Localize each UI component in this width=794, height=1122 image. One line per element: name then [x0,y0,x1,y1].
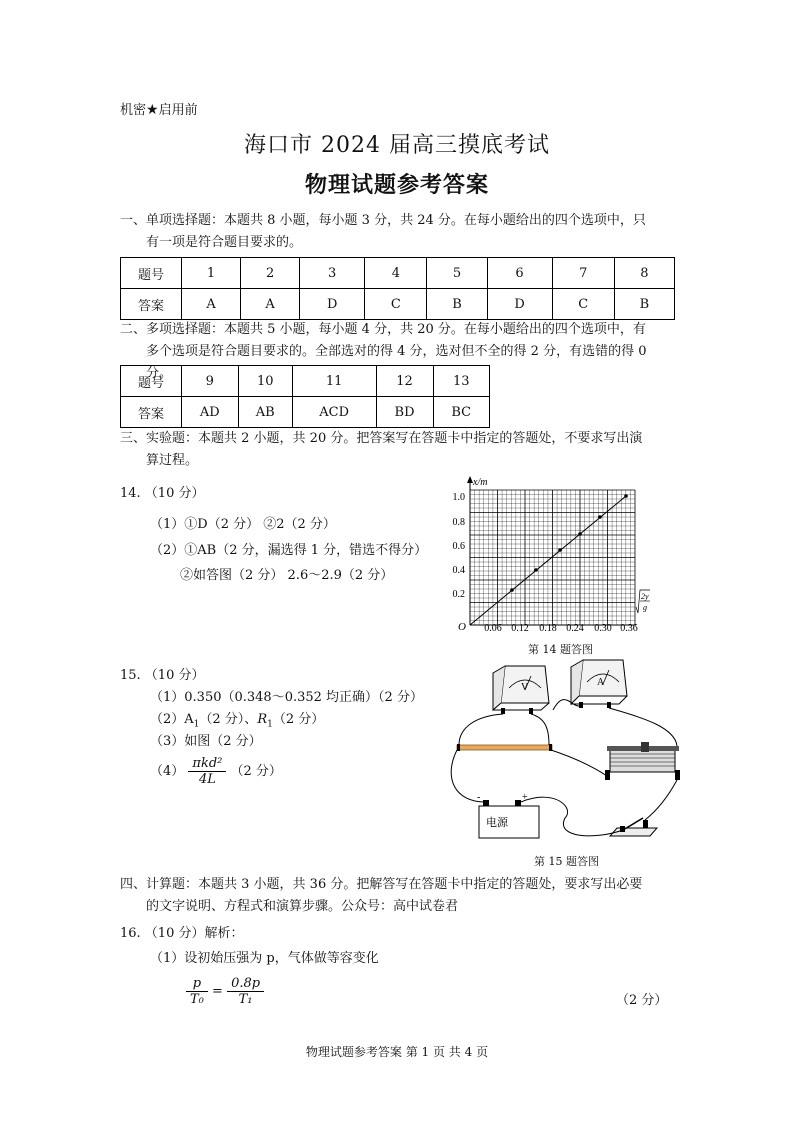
table-cell: 3 [300,258,365,289]
confidential-mark [120,99,198,118]
x-tick-label: 0.12 [511,623,529,634]
table-cell: 12 [376,366,433,397]
q15-part3: （3）如图（2 分） [150,734,262,749]
x-tick-label: 0.30 [594,623,612,634]
table-cell: BC [433,397,489,428]
q15-heading: 15. （10 分） [120,668,205,683]
q14-part2b: ②如答图（2 分） 2.6～2.9（2 分） [180,568,394,583]
q15-part4 [150,756,282,787]
table-cell: ACD [292,397,376,428]
table-cell: B [427,289,487,320]
equation-left-fraction [186,976,208,1007]
table-cell: BD [376,397,433,428]
section1-intro-line2: 有一项是符合题目要求的。 [146,235,303,250]
q15-part1: （1）0.350（0.348～0.352 均正确）（2 分） [150,690,423,705]
equation-left-numerator: p [186,976,208,992]
star-icon: ★ [146,102,159,118]
section2-intro-line1: 二、多项选择题：本题共 5 小题，每小题 4 分，共 20 分。在每小题给出的四个选项中，有 [120,322,646,337]
data-point [510,588,514,592]
q16-equation [186,976,264,1007]
equation-left-denominator: T₀ [190,992,204,1007]
q14-graph [440,470,650,650]
q14-part2: （2）①AB（2 分，漏选得 1 分，错选不得分） [150,543,428,558]
x-axis-label-top: 2y [641,592,649,601]
table-cell: 2 [241,258,300,289]
table-cell: 5 [427,258,487,289]
x-tick-label: 0.06 [484,623,502,634]
x-axis-label [636,590,650,613]
q15-part2: $(2)A_1(2$ 分）、$R_1(2$ 分） [150,712,325,730]
table-cell: 13 [433,366,489,397]
x-tick-label: 0.24 [566,623,584,634]
section4-intro-line1: 四、计算题：本题共 3 小题，共 36 分。把解答写在答题卡中指定的答题处，要求写出必要 [120,877,643,892]
resistance-wire-icon [457,745,552,750]
table-row [121,289,675,320]
table-cell: 1 [182,258,241,289]
data-point [558,548,562,552]
section2-intro-line2: 多个选项是符合题目要求的。全部选对的得 4 分，选对但不全的得 2 分，有选错的得 0 分。 [146,344,647,381]
table-header-cell: 题号 [121,258,182,289]
formula-fraction [188,756,226,787]
section3-intro [120,428,675,472]
section1-intro [120,210,675,254]
data-point [624,494,628,498]
voltmeter-label: V [521,682,529,693]
q15-circuit-diagram [445,658,685,853]
section2-answer-table [120,365,490,428]
q14-part1: （1）①D（2 分） ②2（2 分） [150,517,336,532]
data-point [534,568,538,572]
q14-heading: 14. （10 分） [120,486,205,501]
table-cell: 9 [182,366,239,397]
q15-part4-prefix: （4） [150,764,185,779]
ammeter-label: A [597,677,605,688]
table-cell: B [614,289,674,320]
before-use-text: 启用前 [158,103,198,118]
table-cell: 11 [292,366,376,397]
power-supply-label: 电源 [486,816,508,829]
table-header-cell: 答案 [121,397,182,428]
switch-icon [610,818,657,836]
table-cell: D [487,289,552,320]
q16-heading: 16. （10 分）解析： [120,926,244,941]
voltmeter-icon [493,666,549,714]
battery-minus-label: - [477,792,481,803]
origin-label: O [458,621,466,633]
table-cell: A [241,289,300,320]
table-cell: 7 [552,258,614,289]
q16-part1: （1）设初始压强为 p，气体做等容变化 [150,951,379,966]
equation-sign: = [212,984,223,999]
table-cell: 6 [487,258,552,289]
y-tick-label: 0.4 [452,565,465,576]
table-row [121,366,490,397]
table-cell: C [552,289,614,320]
q14-caption: 第 14 题答图 [528,643,593,656]
exam-subtitle: 物理试题参考答案 [304,172,489,198]
table-cell: 8 [614,258,674,289]
q15-caption: 第 15 题答图 [534,855,599,868]
y-axis-label: x/m [473,477,488,488]
y-tick-label: 0.6 [452,541,465,552]
rheostat-icon [605,742,680,780]
exam-title: 海口市 2024 届高三摸底考试 [244,133,550,158]
table-cell: C [365,289,427,320]
data-point [578,532,582,536]
ammeter-icon [571,660,627,708]
formula-numerator: πkd² [188,756,226,772]
data-point [598,515,602,519]
y-tick-label: 1.0 [452,492,465,503]
table-header-cell: 答案 [121,289,182,320]
section3-intro-line1: 三、实验题：本题共 2 小题，共 20 分。把答案写在答题卡中指定的答题处，不要求写出演 [120,431,643,446]
x-tick-label: 0.36 [620,623,638,634]
section4-intro [120,874,675,918]
table-row [121,258,675,289]
q16-score: （2 分） [616,993,668,1008]
table-header-cell: 题号 [121,366,182,397]
section4-intro-line2: 的文字说明、方程式和演算步骤。公众号：高中试卷君 [146,899,459,914]
table-cell: AD [182,397,239,428]
x-tick-label: 0.18 [539,623,557,634]
section1-intro-line1: 一、单项选择题：本题共 8 小题，每小题 3 分，共 24 分。在每小题给出的四个选项中，只 [120,213,646,228]
equation-right-numerator: 0.8p [227,976,264,992]
page-footer: 物理试题参考答案 第 1 页 共 4 页 [305,1045,489,1059]
battery-plus-label: + [522,792,528,803]
equation-right-denominator: T₁ [238,992,253,1007]
table-row [121,397,490,428]
q15-part4-score: （2 分） [230,764,282,779]
y-tick-label: 0.8 [452,517,465,528]
section1-answer-table [120,257,675,320]
table-cell: D [300,289,365,320]
table-cell: AB [238,397,292,428]
y-tick-label: 0.2 [452,589,465,600]
x-axis-label-bottom: g [643,603,647,612]
table-cell: 10 [238,366,292,397]
table-cell: 4 [365,258,427,289]
table-cell: A [182,289,241,320]
equation-right-fraction [227,976,264,1007]
section3-intro-line2: 算过程。 [146,453,199,468]
confidential-text: 机密 [120,103,147,118]
formula-denominator: 4L [198,772,216,787]
